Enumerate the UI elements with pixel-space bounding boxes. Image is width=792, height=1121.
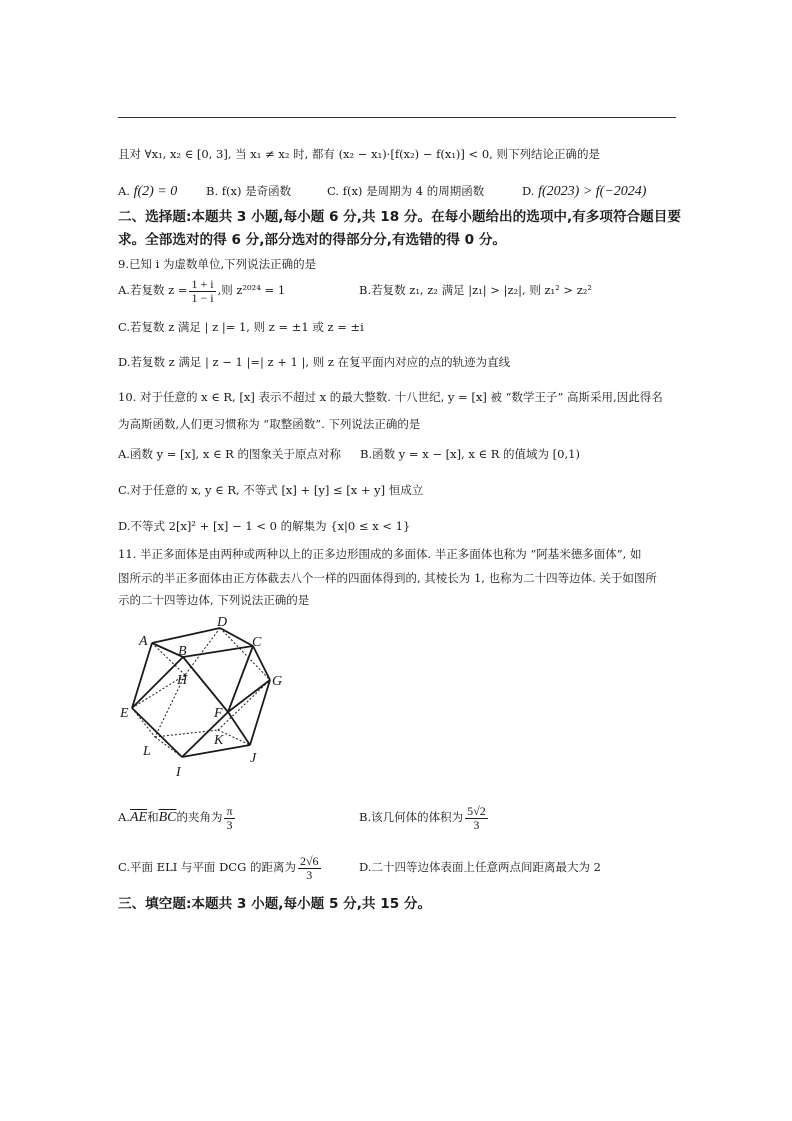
section2-title-line2: 求。全部选对的得 6 分,部分选对的得部分分,有选错的得 0 分。 [118,232,507,248]
vertex-label-g: G [272,674,283,689]
q9-option-a-fraction [189,278,215,305]
q10-option-c: C.对于任意的 x, y ∈ R, 不等式 [x] + [y] ≤ [x + y] 恒成立 [118,483,424,497]
q10-stem-line2: 为高斯函数,人们更习惯称为 “取整函数”. 下列说法正确的是 [118,417,421,431]
q8-option-b [206,183,291,199]
q9-option-a-frac-num: 1 + i [191,276,214,291]
q8-option-c-text: f(x) 是周期为 4 的周期函数 [342,184,485,198]
q8-option-b-label: B. [206,184,219,198]
q10-option-d: D.不等式 2[x]² + [x] − 1 < 0 的解集为 {x|0 ≤ x < 1} [118,519,411,533]
q11-option-c-prefix: C.平面 ELI 与平面 DCG 的距离为 [118,860,296,874]
q11-option-a-mid: 的夹角为 [176,810,223,824]
vertex-label-a: A [139,634,148,649]
q10-option-a: A.函数 y = [x], x ∈ R 的图象关于原点对称 [118,447,341,461]
q8-option-d-text: f(2023) > f(−2024) [538,184,647,199]
q9-option-c: C.若复数 z 满足 | z |= 1, 则 z = ±1 或 z = ±i [118,320,364,334]
vertex-label-i: I [176,765,181,780]
q9-stem: 9.已知 i 为虚数单位,下列说法正确的是 [118,257,317,271]
q10-stem-line1: 10. 对于任意的 x ∈ R, [x] 表示不超过 x 的最大整数. 十八世纪, y = [x] 被 “数学王子” 高斯采用,因此得名 [118,390,663,404]
q10-option-b: B.函数 y = x − [x], x ∈ R 的值域为 [0,1) [360,447,580,461]
q8-option-a [118,183,177,200]
q11-stem-line3: 示的二十四等边体, 下列说法正确的是 [118,593,310,607]
q8-option-d [522,183,646,200]
q8-stem: 且对 ∀x₁, x₂ ∈ [0, 3], 当 x₁ ≠ x₂ 时, 都有 (x₂ − x₁)·[f(x₂) − f(x₁)] < 0, 则下列结论正确的是 [118,147,600,161]
q9-option-d: D.若复数 z 满足 | z − 1 |=| z + 1 |, 则 z 在复平面内对应的点的轨迹为直线 [118,355,511,369]
header-rule [118,117,676,118]
q11-option-b-frac-den: 3 [473,817,480,832]
q11-option-b [359,800,490,834]
vertex-label-b: B [178,644,187,659]
q8-option-c [327,183,484,199]
vertex-label-h: H [177,673,188,688]
q11-option-b-fraction [465,805,488,832]
vertex-label-k: K [214,733,224,748]
vertex-label-l: L [143,744,151,759]
vertex-label-j: J [250,751,257,766]
q9-option-a [118,275,285,305]
q11-option-a-prefix: A. [118,810,130,824]
solid-edges [132,628,270,757]
q11-option-a-fraction [224,805,234,832]
q8-option-a-label: A. [118,184,130,198]
q11-option-a-and: 和 [147,810,159,824]
q9-option-a-frac-den: 1 − i [191,290,214,305]
q11-option-c [118,850,323,884]
vertex-label-e: E [120,706,129,721]
q11-option-a-vector-ae: $\overline{AE}$ [129,810,148,825]
q11-stem-line1: 11. 半正多面体是由两种或两种以上的正多边形围成的多面体. 半正多面体也称为 “阿基米德多面体”, 如 [118,547,642,561]
q11-option-b-prefix: B.该几何体的体积为 [359,810,464,824]
q11-option-a [118,800,237,835]
q11-option-d: D.二十四等边体表面上任意两点间距离最大为 2 [359,860,601,874]
section2-title-line1: 二、选择题:本题共 3 小题,每小题 6 分,共 18 分。在每小题给出的选项中,有多项符合题目要 [118,209,681,225]
q11-option-b-frac-num: 5√2 [467,803,486,818]
q11-option-a-vector-bc: $\overline{BC}$ [158,810,177,825]
vertex-label-d: D [217,615,228,630]
section3-title: 三、填空题:本题共 3 小题,每小题 5 分,共 15 分。 [118,896,432,912]
q8-option-b-text: f(x) 是奇函数 [221,184,292,198]
q11-option-a-frac-num: π [226,803,233,818]
q11-option-c-frac-num: 2√6 [299,853,319,868]
q9-option-a-suffix: ,则 z²⁰²⁴ = 1 [217,283,286,297]
q8-option-a-text: f(2) = 0 [133,184,178,199]
vertex-label-f: F [214,706,223,721]
q11-option-c-frac-den: 3 [306,867,313,882]
q11-option-c-fraction [298,855,321,882]
polyhedron-figure [112,608,302,780]
q8-option-d-label: D. [522,184,535,198]
q9-option-b: B.若复数 z₁, z₂ 满足 |z₁| > |z₂|, 则 z₁² > z₂² [359,283,592,297]
vertex-label-c: C [252,635,262,650]
q8-option-c-label: C. [327,184,340,198]
q11-option-a-frac-den: 3 [226,817,233,832]
q11-stem-line2: 图所示的半正多面体由正方体截去八个一样的四面体得到的, 其棱长为 1, 也称为二十四等边体. 关于如图所 [118,571,657,585]
q9-option-a-prefix: A.若复数 z = [118,283,188,297]
